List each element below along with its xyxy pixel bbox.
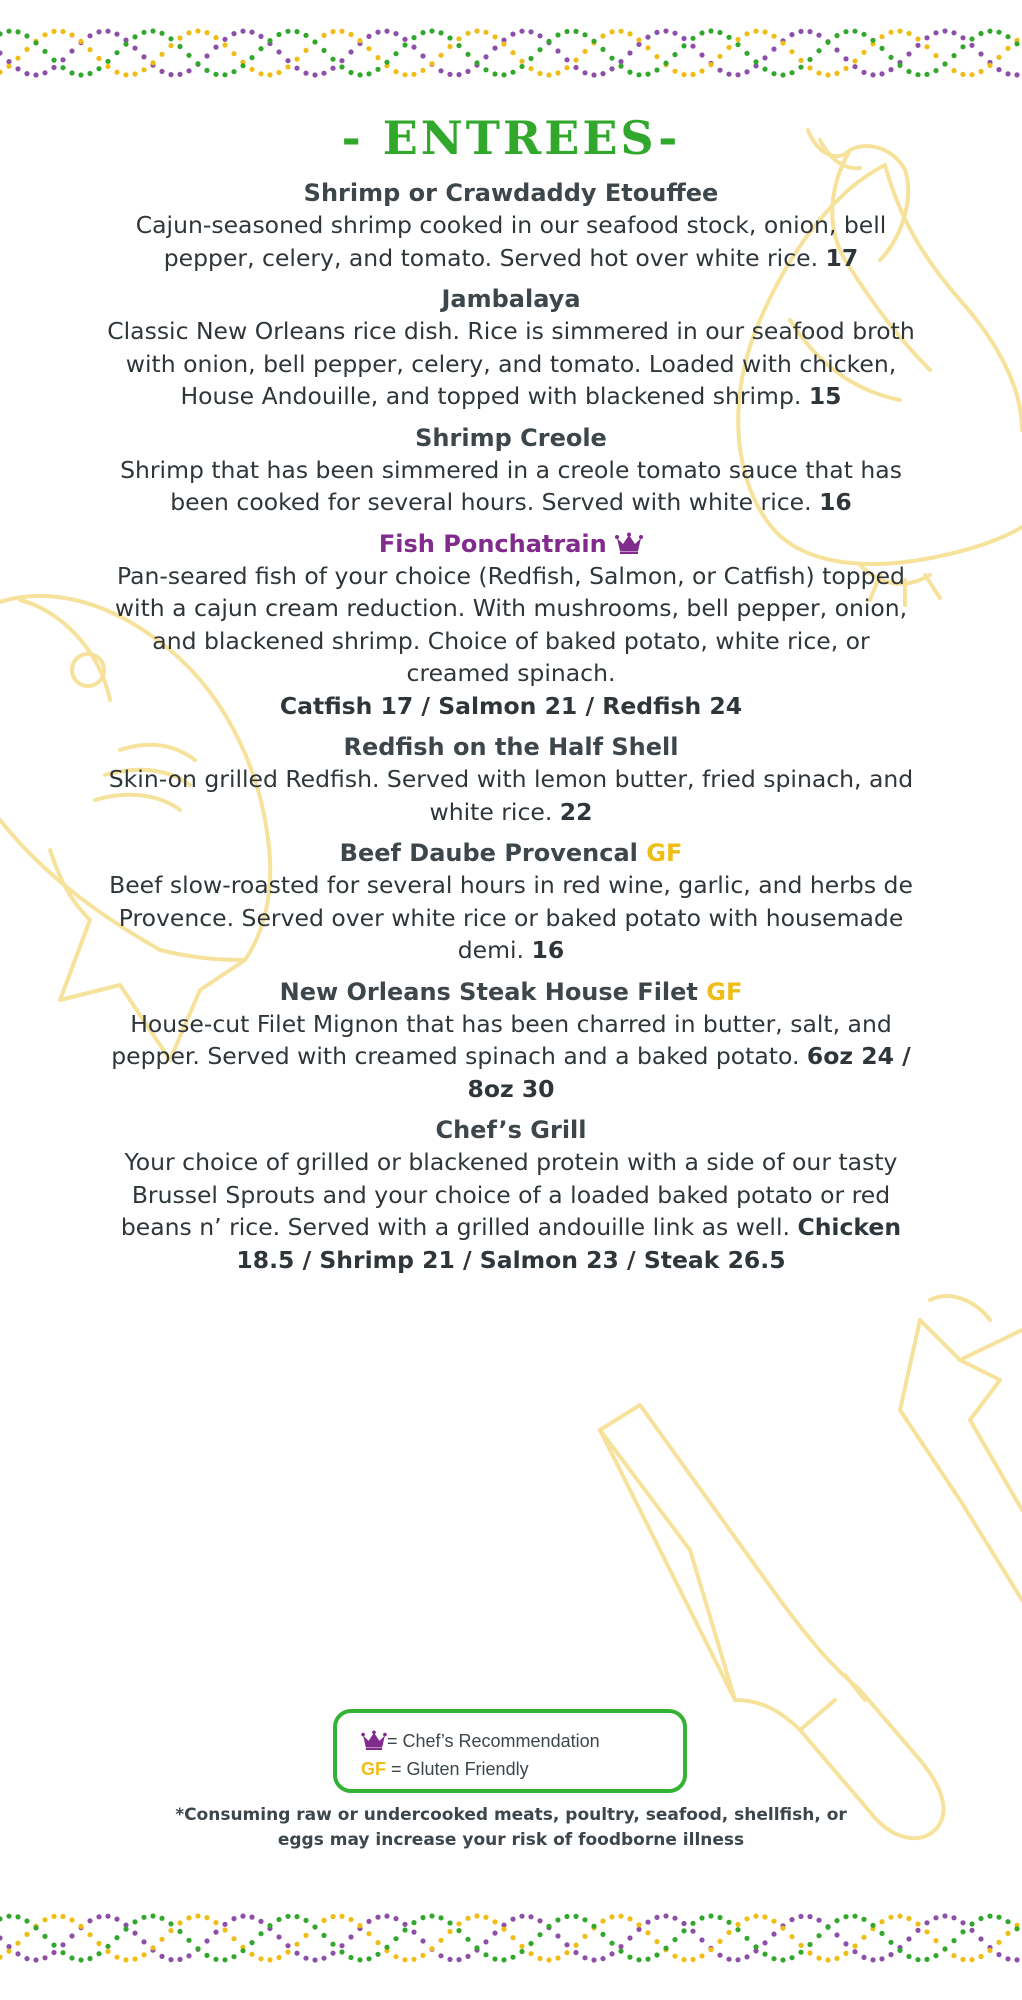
item-price: Chicken 18.5 / Shrimp 21 / Salmon 23 / Steak 26.5 — [236, 1213, 902, 1274]
item-name: Beef Daube Provencal GF — [339, 839, 683, 867]
fork-illustration — [900, 1296, 1022, 1600]
item-description: Cajun-seasoned shrimp cooked in our seafood stock, onion, bell pepper, celery, and tomato. Served hot over white rice. 17 — [135, 211, 887, 272]
gf-tag: GF — [361, 1759, 386, 1779]
item-price: 16 — [531, 936, 565, 964]
item-price: 17 — [825, 243, 859, 272]
gf-tag: GF — [646, 839, 683, 867]
item-name: Chef’s Grill — [435, 1116, 587, 1144]
item-description: Beef slow-roasted for several hours in red wine, garlic, and herbs de Provence. Served over white rice or baked potato with housemade demi. 16 — [109, 871, 913, 964]
foodborne-illness-disclaimer: *Consuming raw or undercooked meats, poultry, seafood, shellfish, or eggs may increase your risk of foodborne illness — [175, 1805, 847, 1850]
legend-box — [333, 1709, 687, 1793]
menu-item — [100, 284, 922, 413]
menu-item — [100, 838, 922, 967]
menu-item — [100, 178, 922, 274]
item-name: Jambalaya — [441, 285, 581, 313]
legend-chef-recommendation: = Chef’s Recommendation — [361, 1727, 683, 1755]
item-price: 15 — [808, 382, 842, 410]
item-description: Shrimp that has been simmered in a creole tomato sauce that has been cooked for several hours. Served with white rice. 16 — [120, 455, 902, 516]
crown-icon — [615, 532, 643, 554]
menu-item — [100, 977, 922, 1106]
item-description: Classic New Orleans rice dish. Rice is simmered in our seafood broth with onion, bell pepper, celery, and tomato. Loaded with chicken, House Andouille, and topped with blackened shrimp. 15 — [107, 317, 915, 410]
item-description: Skin-on grilled Redfish. Served with lemon butter, fried spinach, and white rice. 22 — [108, 765, 914, 826]
menu-item — [100, 1115, 922, 1276]
crown-icon — [361, 1730, 387, 1750]
section-title: - ENTREES- — [341, 111, 681, 165]
item-price: 22 — [559, 797, 593, 826]
gf-tag: GF — [706, 977, 743, 1006]
menu-item — [100, 529, 922, 723]
item-description: Pan-seared fish of your choice (Redfish, Salmon, or Catfish) topped with a cajun cream reduction. With mushrooms, bell pepper, onion, and blackened shrimp. Choice of baked potato, white rice, or creamed spinach. Catfish 17 / Salmon 21 / Redfish 24 — [114, 561, 908, 720]
item-name: New Orleans Steak House Filet GF — [279, 977, 743, 1006]
item-name: Redfish on the Half Shell — [343, 733, 679, 761]
item-price: 6oz 24 / 8oz 30 — [467, 1042, 911, 1103]
menu-item — [100, 732, 922, 828]
item-description: House-cut Filet Mignon that has been charred in butter, salt, and pepper. Served with creamed spinach and a baked potato. 6oz 24 / 8oz 30 — [111, 1009, 911, 1103]
legend-gluten-friendly: GF = Gluten Friendly — [361, 1759, 529, 1779]
item-description: Your choice of grilled or blackened protein with a side of our tasty Brussel Sprouts and your choice of a loaded baked potato or red beans n’ rice. Served with a grilled andouille link as well. Chicken 18.5 / Shrimp 21 / Salmon 23 / Steak 26.5 — [120, 1148, 902, 1274]
item-name: Shrimp or Crawdaddy Etouffee — [303, 179, 719, 207]
item-price: 16 — [819, 488, 852, 516]
menu-item — [100, 423, 922, 519]
entrees-menu — [100, 112, 922, 1286]
item-name-featured: Fish Ponchatrain — [100, 529, 922, 560]
item-name: Shrimp Creole — [415, 423, 607, 452]
item-price: Catfish 17 / Salmon 21 / Redfish 24 — [279, 691, 743, 720]
